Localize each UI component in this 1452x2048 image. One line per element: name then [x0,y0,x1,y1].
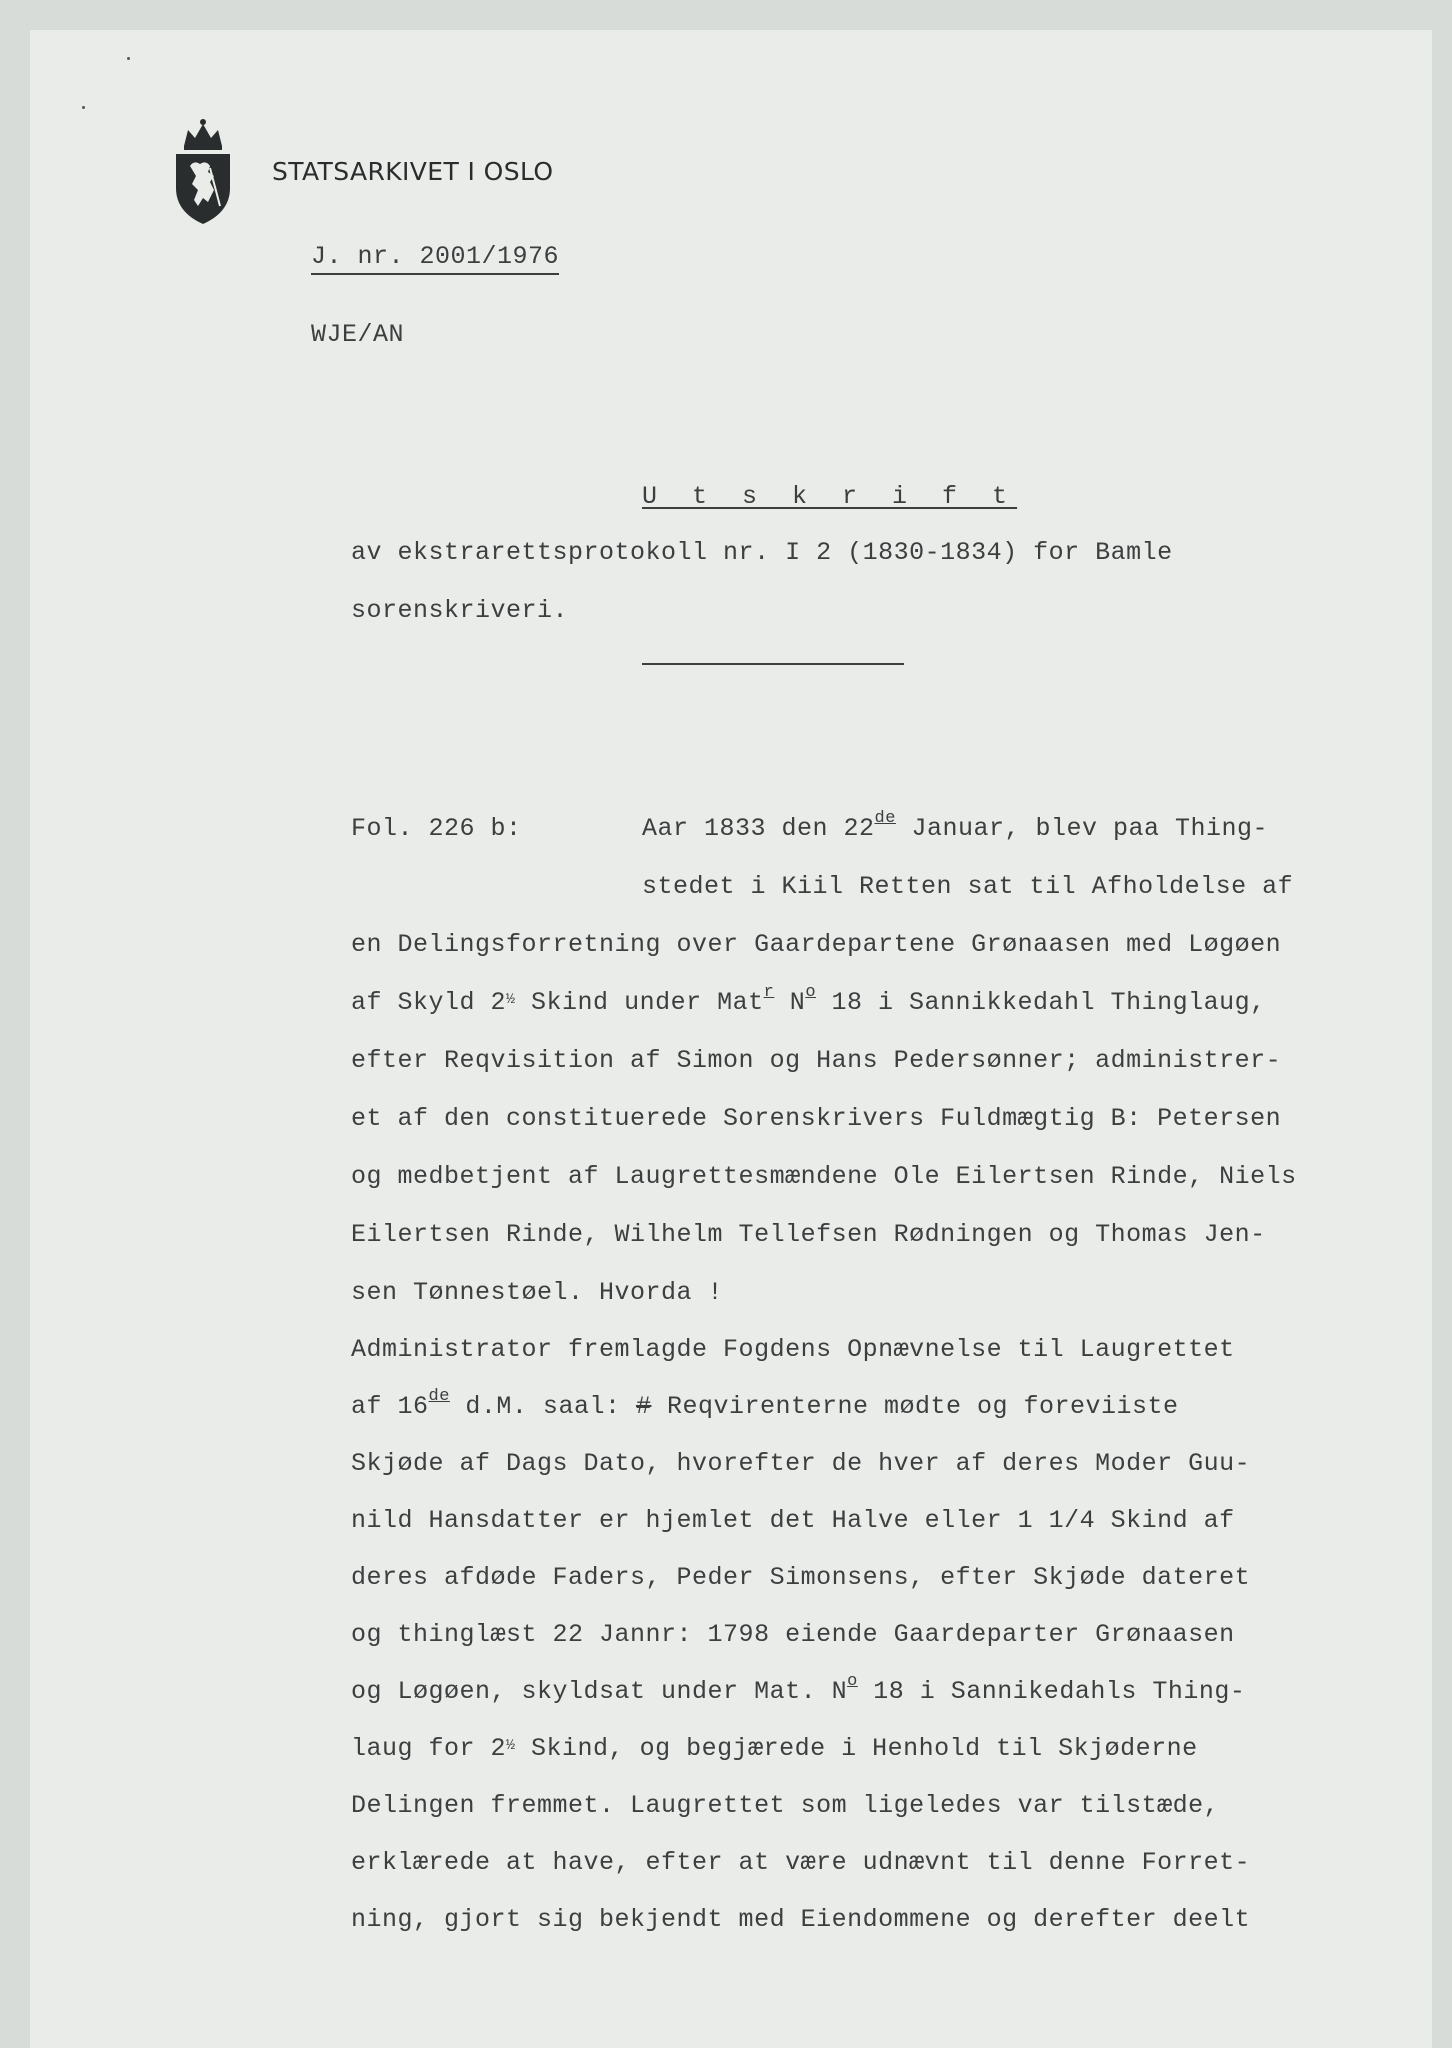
fraction: ½ [506,991,516,1008]
body-line-8: Eilertsen Rinde, Wilhelm Tellefsen Rødningen og Thomas Jen- [351,1220,1266,1249]
subtitle-line-2: sorenskriveri. [351,596,569,625]
body-line-6: et af den constituerede Sorenskrivers Fuldmægtig B: Petersen [351,1104,1282,1133]
text-run: af 16 [351,1392,429,1421]
body-line-12: Skjøde af Dags Dato, hvorefter de hver af deres Moder Guu- [351,1449,1251,1478]
text-run: N [774,988,806,1017]
document-page [30,30,1432,2048]
body-line-4 [351,982,1266,1017]
body-line-10: Administrator fremlagde Fogdens Opnævnelse til Laugrettet [351,1335,1235,1364]
text-run: Reqvirenterne mødte og foreviiste [651,1392,1179,1421]
body-line-13: nild Hansdatter er hjemlet det Halve eller 1 1/4 Skind af [351,1506,1235,1535]
body-line-20: ning, gjort sig bekjendt med Eiendommene og derefter deelt [351,1905,1251,1934]
superscript: de [874,808,896,828]
text-run: d.M. saal: [449,1392,636,1421]
document-title: U t s k r i f t [642,482,1018,511]
body-line-11 [351,1386,1179,1421]
text-run: Aar 1833 den 22 [642,814,875,843]
divider-rule [642,663,904,665]
body-line-5: efter Reqvisition af Simon og Hans Pedersønner; administrer- [351,1046,1282,1075]
paper-speck [82,106,85,109]
struck-mark: # [635,1392,652,1421]
body-line-14: deres afdøde Faders, Peder Simonsens, efter Skjøde dateret [351,1563,1251,1592]
superscript: o [847,1671,858,1691]
text-run: af Skyld 2 [351,988,507,1017]
text-run: og Løgøen, skyldsat under Mat. N [351,1677,848,1706]
body-line-19: erklærede at have, efter at være udnævnt til denne Forret- [351,1848,1251,1877]
folio-reference: Fol. 226 b: [351,814,522,843]
signature-initials: WJE/AN [311,320,405,349]
text-run: laug for 2 [351,1734,507,1763]
text-run: 18 i Sannikkedahl Thinglaug, [816,988,1266,1017]
norwegian-coat-of-arms-icon [170,116,236,226]
body-line-16 [351,1671,1246,1706]
body-line-15: og thinglæst 22 Jannr: 1798 eiende Gaardeparter Grønaasen [351,1620,1235,1649]
superscript: o [805,982,817,1002]
text-run: Skind under Mat [515,988,764,1017]
body-line-1 [642,808,1269,843]
text-run: Januar, blev paa Thing- [895,814,1269,843]
body-line-3: en Delingsforretning over Gaardepartene Grønaasen med Løgøen [351,930,1282,959]
archive-name: STATSARKIVET I OSLO [272,157,554,186]
subtitle-line-1: av ekstrarettsprotokoll nr. I 2 (1830-1834) for Bamle [351,538,1173,567]
body-line-18: Delingen fremmet. Laugrettet som ligeledes var tilstæde, [351,1791,1220,1820]
body-line-17 [351,1734,1198,1763]
superscript: r [763,982,775,1002]
fraction: ½ [506,1737,516,1754]
body-line-7: og medbetjent af Laugrettesmændene Ole Eilertsen Rinde, Niels [351,1162,1297,1191]
journal-number: J. nr. 2001/1976 [311,242,559,275]
superscript: de [428,1386,450,1406]
body-line-9: sen Tønnestøel. Hvorda ! [351,1278,724,1307]
text-run: 18 i Sannikedahls Thing- [857,1677,1246,1706]
text-run: Skind, og begjærede i Henhold til Skjøderne [515,1734,1198,1763]
paper-speck [127,57,130,60]
body-line-2: stedet i Kiil Retten sat til Afholdelse af [642,872,1294,901]
